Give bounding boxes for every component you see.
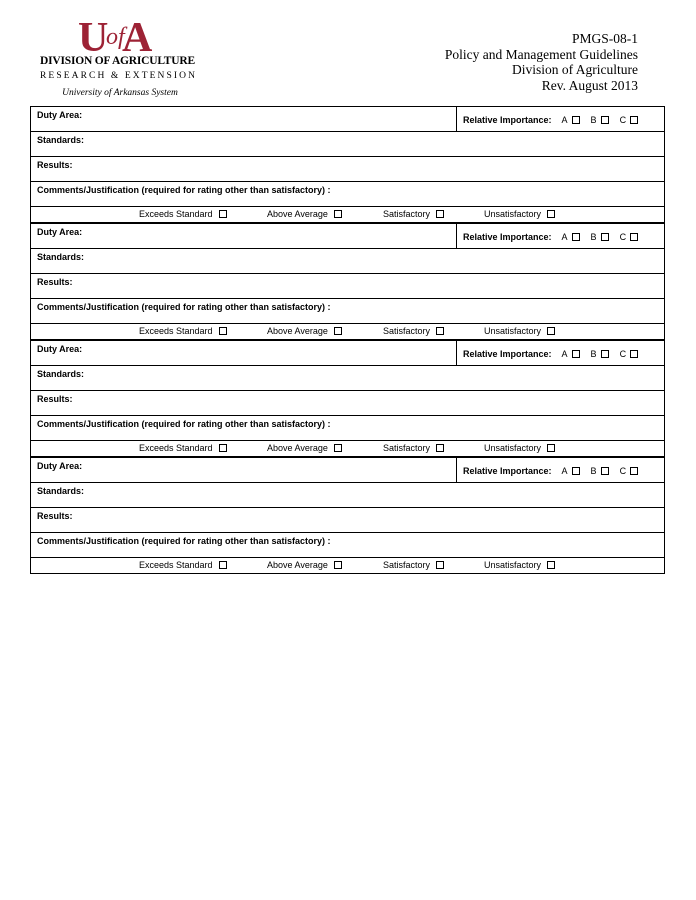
comments-label: Comments/Justification (required for rating other than satisfactory) :: [37, 302, 331, 312]
standards-row[interactable]: [30, 132, 665, 157]
unsatisfactory-checkbox[interactable]: [547, 327, 555, 335]
importance-option-b[interactable]: B: [591, 466, 609, 476]
importance-c-checkbox[interactable]: [630, 350, 638, 358]
document-revision: Rev. August 2013: [541, 77, 638, 93]
duty-evaluation-form: [30, 106, 665, 574]
document-code: PMGS-08-1: [571, 31, 638, 46]
rating-satisfactory[interactable]: Satisfactory: [383, 560, 444, 570]
duty-block: [30, 457, 665, 574]
svg-text:A: A: [122, 15, 153, 54]
rating-satisfactory[interactable]: Satisfactory: [383, 326, 444, 336]
rating-row: [30, 207, 665, 222]
rating-above-average[interactable]: Above Average: [267, 326, 342, 336]
rating-row: [30, 558, 665, 573]
unsatisfactory-checkbox[interactable]: [547, 561, 555, 569]
results-row[interactable]: [30, 157, 665, 182]
duty-area-row[interactable]: [30, 341, 665, 366]
importance-option-a[interactable]: A: [562, 466, 580, 476]
rating-unsatisfactory[interactable]: Unsatisfactory: [484, 443, 555, 453]
rating-unsatisfactory[interactable]: Unsatisfactory: [484, 209, 555, 219]
importance-option-c[interactable]: C: [620, 115, 639, 125]
standards-row[interactable]: [30, 483, 665, 508]
exceeds-standard-checkbox[interactable]: [219, 561, 227, 569]
comments-label: Comments/Justification (required for rating other than satisfactory) :: [37, 419, 331, 429]
duty-block: [30, 223, 665, 340]
rating-exceeds-standard[interactable]: Exceeds Standard: [139, 443, 227, 453]
importance-b-checkbox[interactable]: [601, 350, 609, 358]
results-label: Results:: [37, 394, 73, 404]
duty-area-label: Duty Area:: [37, 110, 83, 120]
unsatisfactory-checkbox[interactable]: [547, 210, 555, 218]
rating-satisfactory[interactable]: Satisfactory: [383, 443, 444, 453]
duty-area-label: Duty Area:: [37, 461, 83, 471]
importance-a-checkbox[interactable]: [572, 467, 580, 475]
importance-option-b[interactable]: B: [591, 115, 609, 125]
results-row[interactable]: [30, 274, 665, 299]
importance-a-checkbox[interactable]: [572, 116, 580, 124]
above-average-checkbox[interactable]: [334, 210, 342, 218]
duty-block: [30, 107, 665, 223]
relative-importance-group: [463, 115, 638, 125]
importance-b-checkbox[interactable]: [601, 233, 609, 241]
results-row[interactable]: [30, 391, 665, 416]
rating-unsatisfactory[interactable]: Unsatisfactory: [484, 560, 555, 570]
rating-row: [30, 324, 665, 339]
results-label: Results:: [37, 160, 73, 170]
importance-c-checkbox[interactable]: [630, 116, 638, 124]
svg-text:U: U: [78, 15, 109, 54]
comments-label: Comments/Justification (required for rating other than satisfactory) :: [37, 536, 331, 546]
importance-c-checkbox[interactable]: [630, 467, 638, 475]
importance-option-c[interactable]: C: [620, 232, 639, 242]
above-average-checkbox[interactable]: [334, 561, 342, 569]
results-label: Results:: [37, 277, 73, 287]
rating-exceeds-standard[interactable]: Exceeds Standard: [139, 326, 227, 336]
importance-option-a[interactable]: A: [562, 232, 580, 242]
relative-importance-group: [463, 466, 638, 476]
relative-importance-group: [463, 232, 638, 242]
organization-logo: [40, 14, 200, 100]
comments-row[interactable]: [30, 299, 665, 324]
importance-c-checkbox[interactable]: [630, 233, 638, 241]
rating-above-average[interactable]: Above Average: [267, 443, 342, 453]
uofa-logo-mark: [76, 14, 156, 54]
satisfactory-checkbox[interactable]: [436, 444, 444, 452]
standards-label: Standards:: [37, 135, 85, 145]
duty-block: [30, 340, 665, 457]
importance-option-c[interactable]: C: [620, 349, 639, 359]
rating-exceeds-standard[interactable]: Exceeds Standard: [139, 209, 227, 219]
importance-option-b[interactable]: B: [591, 349, 609, 359]
importance-option-a[interactable]: A: [562, 349, 580, 359]
comments-row[interactable]: [30, 182, 665, 207]
duty-area-label: Duty Area:: [37, 227, 83, 237]
logo-division-text: DIVISION OF AGRICULTURE: [40, 55, 195, 67]
satisfactory-checkbox[interactable]: [436, 327, 444, 335]
standards-row[interactable]: [30, 249, 665, 274]
satisfactory-checkbox[interactable]: [436, 210, 444, 218]
standards-row[interactable]: [30, 366, 665, 391]
rating-above-average[interactable]: Above Average: [267, 209, 342, 219]
importance-a-checkbox[interactable]: [572, 233, 580, 241]
rating-satisfactory[interactable]: Satisfactory: [383, 209, 444, 219]
satisfactory-checkbox[interactable]: [436, 561, 444, 569]
standards-label: Standards:: [37, 486, 85, 496]
relative-importance-label: Relative Importance:: [463, 466, 552, 476]
duty-area-label: Duty Area:: [37, 344, 83, 354]
duty-area-divider: [456, 341, 457, 365]
document-division: Division of Agriculture: [512, 62, 638, 77]
duty-area-row[interactable]: [30, 107, 665, 132]
rating-exceeds-standard[interactable]: Exceeds Standard: [139, 560, 227, 570]
results-row[interactable]: [30, 508, 665, 533]
comments-label: Comments/Justification (required for rating other than satisfactory) :: [37, 185, 331, 195]
document-header: [445, 31, 638, 93]
exceeds-standard-checkbox[interactable]: [219, 444, 227, 452]
duty-area-divider: [456, 224, 457, 248]
above-average-checkbox[interactable]: [334, 444, 342, 452]
importance-b-checkbox[interactable]: [601, 467, 609, 475]
results-label: Results:: [37, 511, 73, 521]
importance-option-c[interactable]: C: [620, 466, 639, 476]
comments-row[interactable]: [30, 533, 665, 558]
rating-above-average[interactable]: Above Average: [267, 560, 342, 570]
svg-text:of: of: [106, 24, 125, 50]
relative-importance-label: Relative Importance:: [463, 115, 552, 125]
importance-a-checkbox[interactable]: [572, 350, 580, 358]
rating-row: [30, 441, 665, 456]
exceeds-standard-checkbox[interactable]: [219, 327, 227, 335]
standards-label: Standards:: [37, 369, 85, 379]
relative-importance-group: [463, 349, 638, 359]
logo-research-text: RESEARCH & EXTENSION: [40, 71, 198, 81]
importance-option-a[interactable]: A: [562, 115, 580, 125]
unsatisfactory-checkbox[interactable]: [547, 444, 555, 452]
importance-option-b[interactable]: B: [591, 232, 609, 242]
exceeds-standard-checkbox[interactable]: [219, 210, 227, 218]
rating-unsatisfactory[interactable]: Unsatisfactory: [484, 326, 555, 336]
document-series: Policy and Management Guidelines: [444, 46, 638, 62]
duty-area-divider: [456, 107, 457, 131]
comments-row[interactable]: [30, 416, 665, 441]
relative-importance-label: Relative Importance:: [463, 232, 552, 242]
duty-area-divider: [456, 458, 457, 482]
standards-label: Standards:: [37, 252, 85, 262]
logo-system-text: University of Arkansas System: [62, 88, 178, 98]
importance-b-checkbox[interactable]: [601, 116, 609, 124]
relative-importance-label: Relative Importance:: [463, 349, 552, 359]
duty-area-row[interactable]: [30, 458, 665, 483]
duty-area-row[interactable]: [30, 224, 665, 249]
above-average-checkbox[interactable]: [334, 327, 342, 335]
